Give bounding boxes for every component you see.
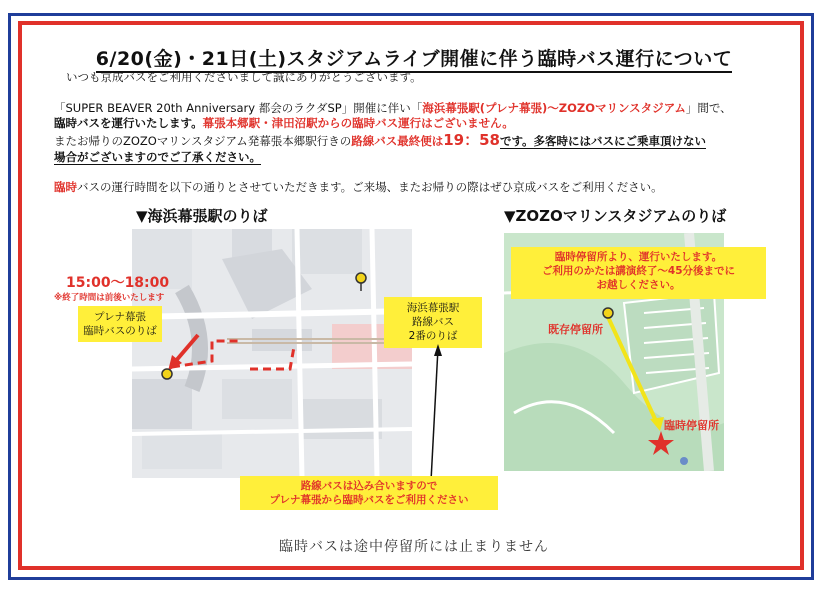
temporary-stop-label: 臨時停留所 xyxy=(664,419,719,432)
paragraph-line-5: 臨時バスの運行時間を以下の通りとさせていただきます。ご来場、またお帰りの際はぜひ京成バスをご利用ください。 xyxy=(54,180,663,194)
page-title: 6/20(金)・21日(土)スタジアムライブ開催に伴う臨時バス運行について xyxy=(0,44,828,71)
paragraph-line-4: 場合がございますのでご了承ください。 xyxy=(54,150,261,164)
paragraph-line-2: 臨時バスを運行いたします。幕張本郷駅・津田沼駅からの臨時バス運行はございません。 xyxy=(54,116,514,130)
time-note: ※終了時間は前後いたします xyxy=(54,293,165,303)
footer-note: 臨時バスは途中停留所には止まりません xyxy=(279,539,549,555)
paragraph-line-3: またお帰りのZOZOマリンスタジアム発幕張本郷駅行きの路線バス最終便は19：58です。多客時にはバスにご乗車頂けない xyxy=(54,131,707,149)
intro-text: いつも京成バスをご利用くださいまして誠にありがとうございます。 xyxy=(66,70,422,84)
plena-bus-stop-label: プレナ幕張 臨時バスのりば xyxy=(78,306,162,342)
right-map-heading: ▼ZOZOマリンスタジアムのりば xyxy=(504,207,727,225)
left-map-heading: ▼海浜幕張駅のりば xyxy=(136,207,268,225)
paragraph-line-1: 「SUPER BEAVER 20th Anniversary 都会のラクダSP」開催に伴い「海浜幕張駅(プレナ幕張)～ZOZOマリンスタジアム」間で、 xyxy=(54,101,732,115)
crowd-notice-box: 路線バスは込み合いますので プレナ幕張から臨時バスをご利用ください xyxy=(240,476,498,510)
operation-time: 15:00～18:00 xyxy=(66,275,170,291)
existing-stop-label: 既存停留所 xyxy=(548,323,603,336)
stadium-notice-box: 臨時停留所より、運行いたします。 ご利用のかたは講演終了～45分後までに お越しください。 xyxy=(511,247,766,299)
route-bus-stop-label: 海浜幕張駅 路線バス 2番のりば xyxy=(384,297,482,348)
